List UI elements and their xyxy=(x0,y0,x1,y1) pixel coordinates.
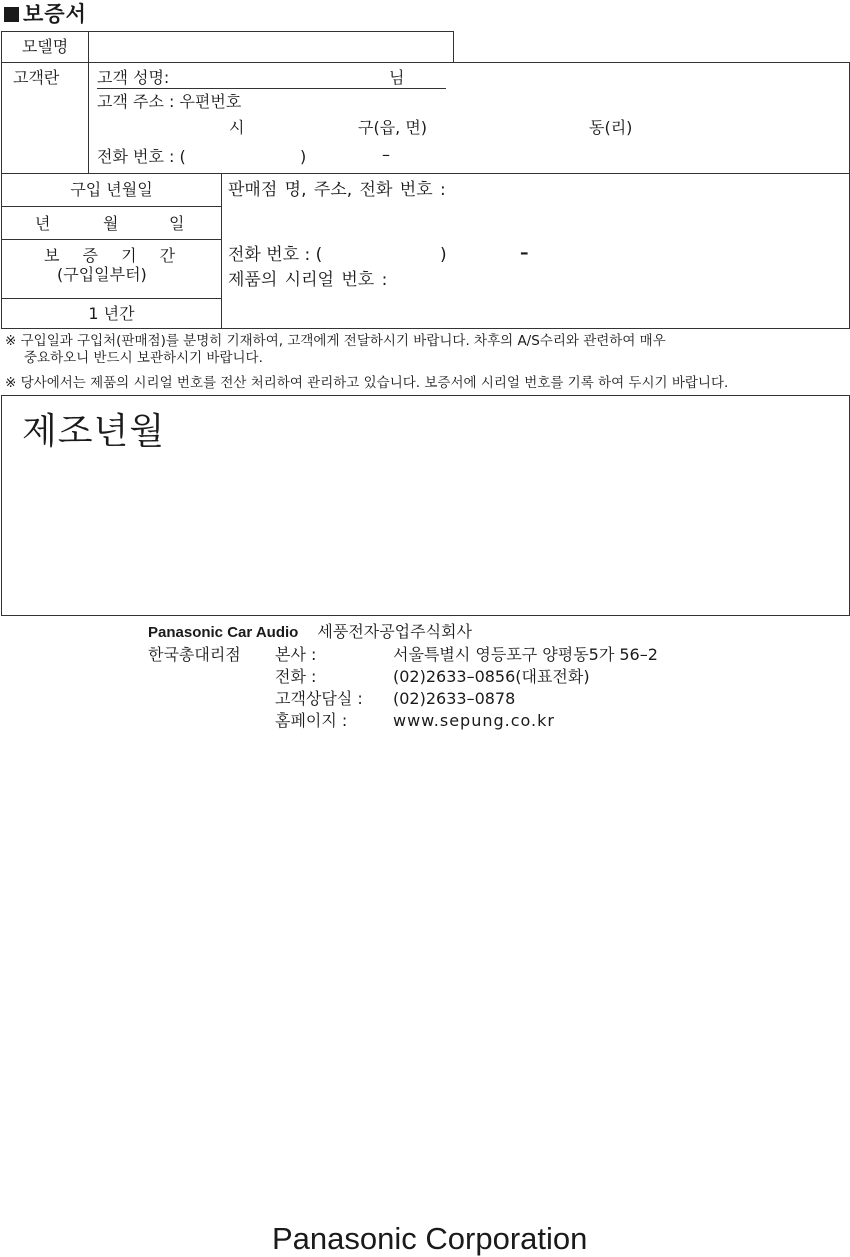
support-label: 고객상담실 : xyxy=(275,689,363,708)
customer-phone-dash: – xyxy=(382,145,390,164)
purchase-year: 년 xyxy=(35,214,51,233)
hq-label: 본사 : xyxy=(275,645,317,664)
homepage-link[interactable]: www.sepung.co.kr xyxy=(393,711,555,730)
reference-mark: ※ xyxy=(5,375,17,391)
company-name: 세풍전자공업주식회사 xyxy=(317,622,472,641)
address-district: 구(읍, 면) xyxy=(358,118,428,137)
dealer-phone-label: 전화 번호 : ( xyxy=(228,245,323,265)
note-1-line-1: 구입일과 구입처(판매점)를 분명히 기재하여, 고객에게 전달하시기 바랍니다. 차후의 A/S수리와 관련하여 매우 xyxy=(20,333,666,349)
phone-label: 전화 : xyxy=(275,667,317,686)
page-title xyxy=(4,1,87,27)
distributor-header xyxy=(148,622,472,643)
black-square-icon xyxy=(4,7,19,22)
customer-name-suffix: 님 xyxy=(389,68,405,87)
purchase-date-label-cell xyxy=(1,173,222,207)
reference-mark: ※ xyxy=(5,333,17,349)
phone-value: (02)2633–0856(대표전화) xyxy=(393,667,590,686)
corporation-logo: Panasonic Corporation xyxy=(272,1221,588,1256)
warranty-period-sublabel: (구입일부터) xyxy=(57,265,147,284)
hq-address: 서울특별시 영등포구 양평동5가 56–2 xyxy=(393,645,658,664)
serial-number-label: 제품의 시리얼 번호 : xyxy=(228,270,388,290)
customer-phone-close: ) xyxy=(300,147,307,166)
note-1-line-2: 중요하오니 반드시 보관하시기 바랍니다. xyxy=(24,350,263,366)
agent-label: 한국총대리점 xyxy=(148,645,241,664)
dealer-field[interactable] xyxy=(228,202,838,238)
warranty-period-value: 1 년간 xyxy=(88,303,135,323)
warranty-period-label xyxy=(44,246,175,266)
manufacture-date-label: 제조년월 xyxy=(22,411,166,452)
model-label-cell xyxy=(1,31,89,63)
purchase-day: 일 xyxy=(169,214,185,233)
address-city: 시 xyxy=(229,118,245,137)
dealer-phone-close: ) xyxy=(440,245,447,265)
note-2-text: 당사에서는 제품의 시리얼 번호를 전산 처리하여 관리하고 있습니다. 보증서에 시리얼 번호를 기록 하여 두시기 바랍니다. xyxy=(20,375,729,391)
homepage-label: 홈페이지 : xyxy=(275,711,348,730)
warranty-period-label-text: 보 증 기 간 xyxy=(44,246,176,265)
note-2 xyxy=(5,375,728,392)
model-label: 모델명 xyxy=(21,37,69,56)
support-phone: (02)2633–0878 xyxy=(393,689,516,708)
brand-name: Panasonic Car Audio xyxy=(148,624,299,641)
customer-name-label: 고객 성명: xyxy=(97,68,170,87)
warranty-period-label-cell xyxy=(1,239,222,299)
customer-address-label: 고객 주소 : 우편번호 xyxy=(97,92,242,111)
customer-label: 고객란 xyxy=(13,68,60,87)
note-1 xyxy=(5,333,666,350)
customer-phone-label: 전화 번호 : ( xyxy=(97,147,186,166)
customer-name-field[interactable] xyxy=(200,70,380,88)
address-dong: 동(리) xyxy=(589,118,633,137)
dealer-phone-dash: – xyxy=(520,243,529,263)
page-title-text: 보증서 xyxy=(23,2,87,26)
warranty-period-value-cell xyxy=(1,298,222,329)
purchase-date-label: 구입 년월일 xyxy=(70,180,153,199)
model-value-cell[interactable] xyxy=(88,31,454,63)
purchase-date-value-cell[interactable] xyxy=(1,206,222,240)
customer-name-underline xyxy=(97,88,446,89)
dealer-label: 판매점 명, 주소, 전화 번호 : xyxy=(228,180,446,200)
purchase-month: 월 xyxy=(103,214,119,233)
